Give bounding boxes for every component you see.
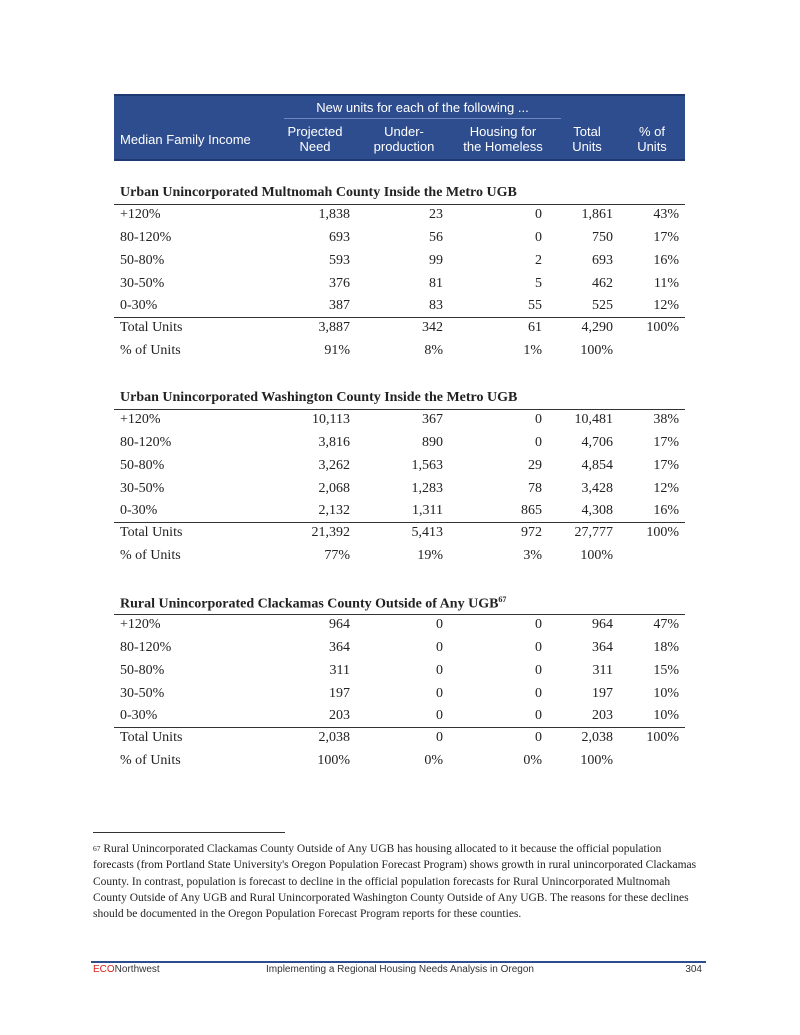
- header-housing-for-homeless: Housing for the Homeless: [463, 124, 543, 154]
- table-cell: Total Units: [120, 320, 183, 335]
- table-cell: +120%: [120, 207, 161, 222]
- table-cell: 693: [592, 253, 613, 268]
- total-row: [114, 320, 685, 343]
- table-cell: +120%: [120, 617, 161, 632]
- table-cell: 0: [535, 435, 542, 450]
- table-cell: 3%: [523, 548, 542, 563]
- table-cell: 17%: [653, 230, 679, 245]
- table-cell: 4,308: [581, 503, 613, 518]
- table-cell: 23: [429, 207, 443, 222]
- table-row: [114, 617, 685, 640]
- table-cell: 197: [329, 686, 350, 701]
- brand-northwest: Northwest: [114, 964, 160, 975]
- page-number: 304: [685, 964, 702, 975]
- table-cell: 0: [436, 640, 443, 655]
- footnote-number: 67: [93, 844, 101, 853]
- table-cell: 10%: [653, 708, 679, 723]
- table-cell: 12%: [653, 481, 679, 496]
- table-cell: 1,563: [411, 458, 443, 473]
- header-pct-units: % of Units: [637, 124, 667, 154]
- table-cell: 0-30%: [120, 708, 158, 723]
- table-cell: 1,861: [581, 207, 613, 222]
- table-cell: Total Units: [120, 525, 183, 540]
- table-row: [114, 640, 685, 663]
- table-cell: 0: [436, 617, 443, 632]
- table-cell: 0: [535, 708, 542, 723]
- footnote-separator: [93, 832, 285, 833]
- table-row: [114, 686, 685, 709]
- table-cell: 387: [329, 298, 350, 313]
- table-cell: 0: [436, 686, 443, 701]
- footnote: [93, 841, 703, 922]
- percent-row: [114, 548, 685, 571]
- table-cell: 4,706: [581, 435, 613, 450]
- table-cell: 91%: [324, 343, 350, 358]
- table-cell: 10,113: [312, 412, 350, 427]
- table-cell: 2,068: [318, 481, 350, 496]
- table-cell: 100%: [646, 730, 679, 745]
- table-cell: 3,887: [318, 320, 350, 335]
- table-cell: 100%: [317, 753, 350, 768]
- table-cell: 0: [535, 207, 542, 222]
- table-cell: 0: [436, 730, 443, 745]
- table-cell: 0%: [523, 753, 542, 768]
- table-cell: 19%: [417, 548, 443, 563]
- table-cell: 0-30%: [120, 298, 158, 313]
- table-cell: 342: [422, 320, 443, 335]
- table-row: [114, 253, 685, 276]
- section-title: Urban Unincorporated Multnomah County Inside the Metro UGB: [120, 185, 517, 200]
- section-title: Urban Unincorporated Washington County Inside the Metro UGB: [120, 390, 518, 405]
- table-row: [114, 230, 685, 253]
- table-cell: 18%: [653, 640, 679, 655]
- table-cell: 99: [429, 253, 443, 268]
- table-cell: 1,283: [411, 481, 443, 496]
- table-cell: 5,413: [411, 525, 443, 540]
- table-cell: 0: [436, 663, 443, 678]
- header-group-label: New units for each of the following ...: [316, 100, 529, 115]
- table-cell: 593: [329, 253, 350, 268]
- table-row: [114, 481, 685, 504]
- table-cell: 750: [592, 230, 613, 245]
- table-cell: 38%: [653, 412, 679, 427]
- table-cell: 21,392: [311, 525, 350, 540]
- table-cell: 0-30%: [120, 503, 158, 518]
- table-cell: 11%: [653, 276, 679, 291]
- table-cell: 0: [436, 708, 443, 723]
- table-cell: 0: [535, 412, 542, 427]
- table-cell: 10%: [653, 686, 679, 701]
- table-cell: 890: [422, 435, 443, 450]
- table-cell: 50-80%: [120, 663, 165, 678]
- table-cell: 83: [429, 298, 443, 313]
- table-cell: 27,777: [574, 525, 613, 540]
- table-cell: 525: [592, 298, 613, 313]
- table-cell: 203: [329, 708, 350, 723]
- table-cell: 197: [592, 686, 613, 701]
- table-cell: 203: [592, 708, 613, 723]
- table-cell: 8%: [424, 343, 443, 358]
- table-cell: 364: [329, 640, 350, 655]
- table-cell: 0: [535, 686, 542, 701]
- table-cell: 0%: [424, 753, 443, 768]
- table-cell: 16%: [653, 503, 679, 518]
- table-cell: 47%: [653, 617, 679, 632]
- table-cell: 30-50%: [120, 481, 165, 496]
- table-cell: % of Units: [120, 548, 181, 563]
- header-group-divider: [284, 118, 561, 119]
- table-row: [114, 435, 685, 458]
- footnote-text: Rural Unincorporated Clackamas County Outside of Any UGB has housing allocated to it because the official population forecasts (from Portland State University's Oregon Population Forecast Program) shows growth in rural unincorporated Clackamas County. In contrast, population is forecast to decline in the official population forecasts for Rural Unincorporated Multnomah County Outside of Any UGB and Rural Unincorporated Washington County Outside of Any UGB. The reasons for these declines should be documented in the Oregon Population Forecast Program reports for these counties.: [93, 843, 697, 921]
- table-cell: 10,481: [574, 412, 613, 427]
- table-cell: 376: [329, 276, 350, 291]
- table-cell: 80-120%: [120, 230, 172, 245]
- section-title-rule: [114, 409, 685, 410]
- table-cell: +120%: [120, 412, 161, 427]
- footer-rule: [91, 961, 706, 963]
- table-cell: 4,854: [581, 458, 613, 473]
- table-cell: 1,838: [318, 207, 350, 222]
- table-cell: 30-50%: [120, 686, 165, 701]
- table-cell: 80-120%: [120, 435, 172, 450]
- header-median-family-income: Median Family Income: [120, 132, 251, 147]
- table-cell: 2,038: [318, 730, 350, 745]
- table-cell: 311: [329, 663, 350, 678]
- section-title: Rural Unincorporated Clackamas County Outside of Any UGB$^{67}$: [120, 595, 507, 612]
- table-cell: % of Units: [120, 753, 181, 768]
- table-cell: 12%: [653, 298, 679, 313]
- table-cell: 1%: [523, 343, 542, 358]
- table-cell: 17%: [653, 458, 679, 473]
- table-cell: 0: [535, 730, 542, 745]
- table-cell: 80-120%: [120, 640, 172, 655]
- table-cell: 50-80%: [120, 458, 165, 473]
- table-cell: 3,262: [318, 458, 350, 473]
- percent-row: [114, 343, 685, 366]
- table-cell: 16%: [653, 253, 679, 268]
- table-row: [114, 663, 685, 686]
- total-rule: [114, 522, 685, 523]
- table-cell: 364: [592, 640, 613, 655]
- table-cell: 1,311: [412, 503, 443, 518]
- table-cell: 100%: [580, 753, 613, 768]
- section-title-rule: [114, 614, 685, 615]
- table-header: [114, 94, 685, 161]
- brand-econ: ECO: [93, 964, 115, 975]
- table-cell: 2,132: [318, 503, 350, 518]
- table-cell: 865: [521, 503, 542, 518]
- table-cell: 56: [429, 230, 443, 245]
- table-cell: 367: [422, 412, 443, 427]
- table-cell: 50-80%: [120, 253, 165, 268]
- table-cell: 29: [528, 458, 542, 473]
- table-cell: 964: [329, 617, 350, 632]
- table-cell: 2,038: [581, 730, 613, 745]
- table-cell: % of Units: [120, 343, 181, 358]
- table-row: [114, 276, 685, 299]
- header-total-units: Total Units: [572, 124, 602, 154]
- table-cell: 0: [535, 640, 542, 655]
- table-cell: 0: [535, 663, 542, 678]
- table-cell: Total Units: [120, 730, 183, 745]
- table-cell: 3,816: [318, 435, 350, 450]
- table-cell: 100%: [646, 320, 679, 335]
- table-cell: 17%: [653, 435, 679, 450]
- footnote-ref: 67: [498, 595, 507, 604]
- table-cell: 311: [592, 663, 613, 678]
- table-cell: 5: [535, 276, 542, 291]
- table-row: [114, 412, 685, 435]
- table-cell: 0: [535, 617, 542, 632]
- table-row: [114, 458, 685, 481]
- header-projected-need: Projected Need: [287, 124, 343, 154]
- total-rule: [114, 317, 685, 318]
- header-underproduction: Under- production: [373, 124, 435, 154]
- table-cell: 100%: [646, 525, 679, 540]
- table-cell: 693: [329, 230, 350, 245]
- table-cell: 2: [535, 253, 542, 268]
- table-row: [114, 207, 685, 230]
- footer-title: Implementing a Regional Housing Needs Analysis in Oregon: [266, 964, 534, 975]
- table-cell: 77%: [324, 548, 350, 563]
- table-cell: 100%: [580, 343, 613, 358]
- total-row: [114, 525, 685, 548]
- table-cell: 4,290: [581, 320, 613, 335]
- section-title-rule: [114, 204, 685, 205]
- total-rule: [114, 727, 685, 728]
- table-cell: 3,428: [581, 481, 613, 496]
- table-cell: 15%: [653, 663, 679, 678]
- table-cell: 55: [528, 298, 542, 313]
- table-cell: 30-50%: [120, 276, 165, 291]
- table-cell: 43%: [653, 207, 679, 222]
- table-cell: 972: [521, 525, 542, 540]
- percent-row: [114, 753, 685, 776]
- table-cell: 0: [535, 230, 542, 245]
- table-cell: 81: [429, 276, 443, 291]
- table-cell: 78: [528, 481, 542, 496]
- total-row: [114, 730, 685, 753]
- table-cell: 100%: [580, 548, 613, 563]
- table-cell: 462: [592, 276, 613, 291]
- table-cell: 964: [592, 617, 613, 632]
- table-cell: 61: [528, 320, 542, 335]
